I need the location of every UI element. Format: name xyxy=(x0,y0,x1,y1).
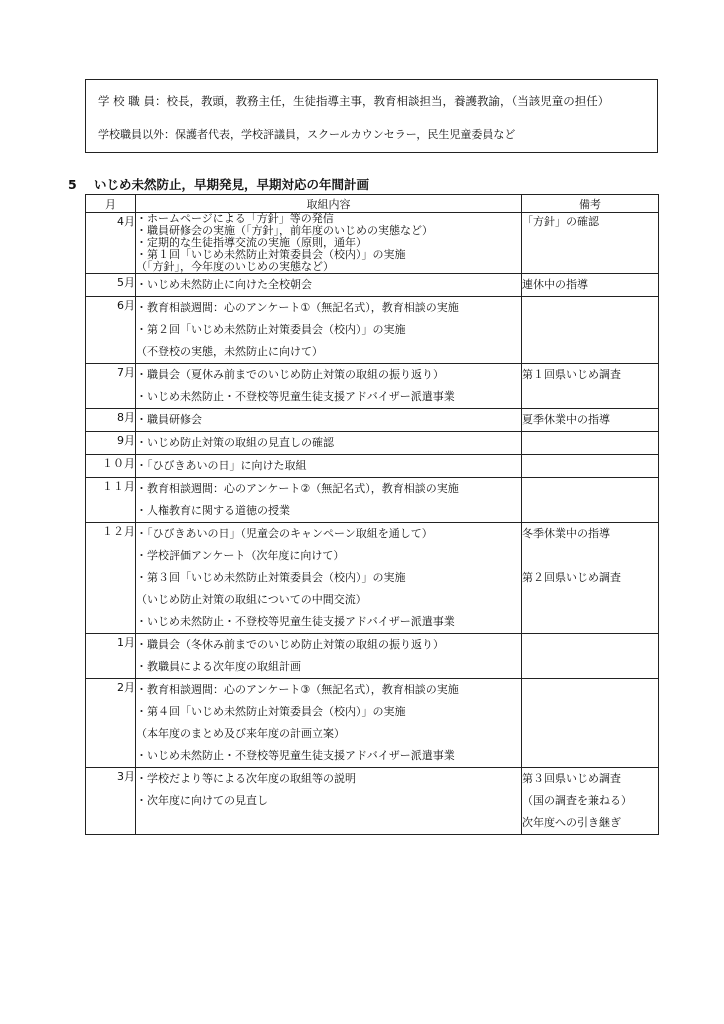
table-row xyxy=(86,455,659,478)
list-item: ・第３回「いじめ未然防止対策委員会（校内）」の実施 xyxy=(136,571,406,584)
external-members: 学校職員以外：保護者代表，学校評議員，スクールカウンセラー，民生児童委員など xyxy=(98,128,516,141)
table-row xyxy=(86,274,659,297)
list-item: ・いじめ未然防止・不登校等児童生徒支援アドバイザー派遣事業 xyxy=(136,615,455,628)
notes-cell xyxy=(522,768,659,835)
notes-cell xyxy=(522,523,659,634)
month-cell: 6月 xyxy=(86,297,136,364)
list-item: ・第２回「いじめ未然防止対策委員会（校内）」の実施 xyxy=(136,323,406,336)
content-cell xyxy=(136,409,522,432)
note-item: 夏季休業中の指導 xyxy=(522,413,610,426)
note-item: 第１回県いじめ調査 xyxy=(522,368,621,381)
content-cell xyxy=(136,364,522,409)
note-item: 第２回県いじめ調査 xyxy=(522,571,621,584)
month-cell: 3月 xyxy=(86,768,136,835)
list-item: ・いじめ未然防止に向けた全校朝会 xyxy=(136,278,312,291)
month-cell: 5月 xyxy=(86,274,136,297)
table-row xyxy=(86,523,659,634)
list-item: ・定期的な生徒指導交流の実施（原則，通年） xyxy=(136,236,367,249)
notes-cell xyxy=(522,297,659,364)
table-row xyxy=(86,768,659,835)
notes-cell xyxy=(522,213,659,274)
list-item: ・人権教育に関する道徳の授業 xyxy=(136,504,290,517)
list-item: ・「ひびきあいの日」に向けた取組 xyxy=(136,459,307,472)
list-item: ・「ひびきあいの日」（児童会のキャンペーン取組を通して） xyxy=(136,527,433,540)
notes-cell xyxy=(522,274,659,297)
header-month: 月 xyxy=(86,195,136,213)
content-cell xyxy=(136,679,522,768)
content-cell xyxy=(136,523,522,634)
list-item: （「方針」，今年度のいじめの実態など） xyxy=(136,260,334,273)
notes-cell xyxy=(522,455,659,478)
month-cell: 4月 xyxy=(86,213,136,274)
list-item: ・いじめ未然防止・不登校等児童生徒支援アドバイザー派遣事業 xyxy=(136,749,455,762)
note-item: 「方針」の確認 xyxy=(522,215,599,228)
list-item: ・学校評価アンケート（次年度に向けて） xyxy=(136,549,345,562)
list-item: （いじめ防止対策の取組についての中間交流） xyxy=(136,593,367,606)
list-item: ・いじめ防止対策の取組の見直しの確認 xyxy=(136,436,334,449)
list-spacer xyxy=(136,812,521,834)
list-item: （本年度のまとめ及び来年度の計画立案） xyxy=(136,727,345,740)
header-content: 取組内容 xyxy=(136,195,522,213)
content-cell xyxy=(136,478,522,523)
content-cell xyxy=(136,274,522,297)
month-cell: 7月 xyxy=(86,364,136,409)
notes-cell xyxy=(522,432,659,455)
table-row xyxy=(86,409,659,432)
notes-cell xyxy=(522,409,659,432)
notes-cell xyxy=(522,364,659,409)
content-cell xyxy=(136,768,522,835)
list-item: ・第１回「いじめ未然防止対策委員会（校内）」の実施 xyxy=(136,248,406,261)
note-item: 第３回県いじめ調査 xyxy=(522,772,621,785)
school-staff-members: 学 校 職 員：校長，教頭，教務主任，生徒指導主事，教育相談担当，養護教諭，（当該児童の担任） xyxy=(98,94,610,108)
table-row xyxy=(86,634,659,679)
month-cell: １１月 xyxy=(86,478,136,523)
note-item: 次年度への引き継ぎ xyxy=(522,816,621,829)
list-item: ・職員会（夏休み前までのいじめ防止対策の取組の振り返り） xyxy=(136,368,444,381)
list-item: ・職員研修会 xyxy=(136,413,202,426)
month-cell: １０月 xyxy=(86,455,136,478)
committee-members-box xyxy=(85,79,658,153)
month-cell: 9月 xyxy=(86,432,136,455)
month-cell: 1月 xyxy=(86,634,136,679)
list-item: ・次年度に向けての見直し xyxy=(136,794,268,807)
content-cell xyxy=(136,297,522,364)
list-item: ・教育相談週間：心のアンケート③（無記名式），教育相談の実施 xyxy=(136,683,459,696)
table-row xyxy=(86,432,659,455)
section-heading xyxy=(68,175,369,193)
table-row xyxy=(86,364,659,409)
table-row xyxy=(86,297,659,364)
list-item: ・学校だより等による次年度の取組等の説明 xyxy=(136,772,356,785)
content-cell xyxy=(136,634,522,679)
table-header-row xyxy=(86,195,659,213)
table-row xyxy=(86,679,659,768)
note-item: 連休中の指導 xyxy=(522,278,588,291)
content-cell xyxy=(136,213,522,274)
table-row xyxy=(86,478,659,523)
header-notes: 備考 xyxy=(522,195,659,213)
list-item: ・教育相談週間：心のアンケート②（無記名式），教育相談の実施 xyxy=(136,482,459,495)
content-cell xyxy=(136,432,522,455)
month-cell: 8月 xyxy=(86,409,136,432)
month-cell: 2月 xyxy=(86,679,136,768)
notes-cell xyxy=(522,634,659,679)
notes-cell xyxy=(522,679,659,768)
list-item: ・教育相談週間：心のアンケート①（無記名式），教育相談の実施 xyxy=(136,301,459,314)
content-cell xyxy=(136,455,522,478)
list-item: ・第４回「いじめ未然防止対策委員会（校内）」の実施 xyxy=(136,705,406,718)
notes-cell xyxy=(522,478,659,523)
month-cell: １２月 xyxy=(86,523,136,634)
list-item: ・職員会（冬休み前までのいじめ防止対策の取組の振り返り） xyxy=(136,638,444,651)
list-item: ・教職員による次年度の取組計画 xyxy=(136,660,301,673)
section-number: 5 xyxy=(68,177,77,192)
list-item: ・ホームページによる「方針」等の発信 xyxy=(136,212,334,225)
table-row xyxy=(86,213,659,274)
section-title: いじめ未然防止，早期発見，早期対応の年間計画 xyxy=(94,177,370,192)
list-item: （不登校の実態，未然防止に向けて） xyxy=(136,345,323,358)
annual-plan-table xyxy=(85,194,659,835)
list-item: ・いじめ未然防止・不登校等児童生徒支援アドバイザー派遣事業 xyxy=(136,390,455,403)
note-item: 冬季休業中の指導 xyxy=(522,527,610,540)
note-item: （国の調査を兼ねる） xyxy=(522,794,632,807)
list-item: ・職員研修会の実施（「方針」，前年度のいじめの実態など） xyxy=(136,224,433,237)
